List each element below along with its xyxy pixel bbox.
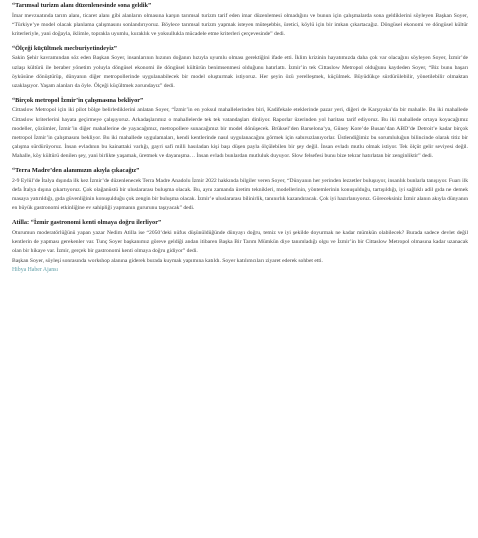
source-link[interactable]: Hibya Haber Ajansı <box>12 266 59 273</box>
section-olcegi-kucultmek <box>12 45 468 91</box>
section-paragraph: Cittaslow Metropol için iki pilot bölge belirlediklerini anlatan Soyer, “İzmir’in en yoksul mahallelerinden biri, Kadifekale eteklerinde pazar yeri, diğeri de Karşıyaka’da bir mahalle. Bu iki mahallede Cittaslow kriterlerini hayata geçirmeye çalışıyoruz. Arkadaşlarımız o mahallelerde tek tek vatandaşları dinliyor. Raporlar üzerinden yol haritası tarif ediyoruz. Bu iki mahallede ortaya koyacağımız modeller, çözümler, İzmir’in diğer mahallerine de yayacağımız, metropollere sunacağımız bir model dönüşecek. Brüksel’den Barselona’ya, Güney Kore’de Busan’dan ABD’de Detroit’e kadar birçok metropol İzmir’in çalışmasını bekliyor. Bu iki mahallede uygulamaları, kendi kentlerinde nasıl uygulanacağını görmek için sabırsızlanıyorlar. Üstlendiğimiz bu sorumluluğun bilincinde olarak titiz bir çalışma sürdürüyoruz. İnsan evladının bu kainattaki varlığı, gayri safi milli hasıladan kişi başı düşen payla ölçülebilen bir şey değil. İnsan evladı mutlu olmak istiyor. Tek ölçüt gelir seviyesi değil. Mahalle, köy kültürü denilen şey, yani birlikte yaşamak, üretmek ve dayanışma… İnsan evladı bunlardan mutluluk duyuyor. Slow felsefesi bunu bize tekrar hatırlatan bir zenginliktir” dedi. <box>12 107 468 159</box>
section-paragraph: 2-9 Eylül’de İtalya dışında ilk kez İzmir’de düzenlenecek Terra Madre Anadolu İzmir 2022 hakkında bilgiler veren Soyer, “Dünyanın her yerinden lezzetler buluşuyor, insanlık bunlarla tanışıyor. Fuarı ilk defa İtalya dışına çıkartıyoruz. Çok olağanüstü bir uluslararası buluşma olacak. Bu, aynı zamanda üretim teknikleri, modellerinin, yöntemlerinin konuşulduğu, tartışıldığı, iyi sağlıklı adil gıda ne demek masaya yatırıldığı, gıda güvenliğinin konuşulduğu çok zengin bir buluşma olacak. İzmir’e uluslararası bilinirlik, tanınırlık kazandıracak. Çok iyi hazırlanıyoruz. Göreceksiniz İzmir alanın akıyla dünyanın en büyük gastronomi etkinliğine ev sahipliği yapmanın gururunu taşıyacak” dedi. <box>12 177 468 211</box>
quote-heading: “İzmir gastronomi kenti olmaya doğru ilerliyor” <box>30 218 162 226</box>
section-heading: “Birçok metropol İzmir’in çalışmasına bekliyor” <box>12 96 144 104</box>
section-paragraph: İmar mevzuatında tarım alanı, ticaret alanı gibi alanların olmasına karşın tarımsal turizm tarif eden imar düzenlemesi olmadığını ve bunun için çalışmalarda sona geldiklerini söyleyen Başkan Soyer, “Türkiye’ye model olacak planlama çalışmasını sonlandırıyoruz. Böylece tarımsal turizm yapmak isteyen müteşebbis, üretici, köylü için bir imkan çıkartacağız. Döngüsel ekonomi ve döngüsel kültür kriterleriyle, yani doğayla, iklimle, toprakla uyumlu, kuraklık ve yoksullukla mücadele etme kriterleri çerçevesinde” dedi. <box>12 12 468 37</box>
section-tarimsal-turizm <box>12 2 468 39</box>
section-paragraph: Sakin Şehir kavramından söz eden Başkan Soyer, insanlarının hızının doğanın hızıyla uyumlu olması gerektiğini ifade etti. İklim krizinin hayatımızda daha çok var olacağını söyleyen Soyer, İzmir’de uzlaşı kültürü ile beraber yönetim yoluyla döngüsel ekonomi ile döngüsel kültürün benimsenmesi olduğunu hatırlattı. İzmir’in tek Cittaslow Metropol olduğunu kaydeden Soyer, “Biz bunu başarı öyküsüne dönüştürüp, dünyanın diğer metropollerinde uygulanabilecek bir model oluşturmak istiyoruz. Her şeyin özü yerelleşmek, küçülmek. Büyüdükçe sürdürülebilir, yönetilebilir olmaktan uzaklaşıyor. Yaşam alanları da öyle. Ölçeği küçültmek zorundayız” dedi. <box>12 55 468 89</box>
section-atilla <box>12 219 468 266</box>
section-paragraph: Oturumun moderatörlüğünü yapan yazar Nedim Atilla ise “2050’deki nüfus düşünüldüğünde dünyayı doğru, temiz ve iyi şekilde doyurmak ne kadar mümkün olabilecek? Burada sadece devlet değil kentlerin de yapması gerekenler var. Tunç Soyer başkanımız göreve geldiği andan itibaren Başka Bir Tarım Mümkün diye tanımladığı olgu ve İzmir’in bir Cittaslow Metropol olmasına kadar uzanacak olan bir hikaye var. İzmir, gerçek bir gastronomi kenti olmaya doğru gidiyor” dedi. <box>12 229 468 254</box>
section-heading: “Ölçeği küçültmek mecburiyetindeyiz” <box>12 44 117 52</box>
section-metropol-bekliyor <box>12 97 468 161</box>
section-heading <box>12 219 468 228</box>
speaker-name: Atilla: <box>12 218 30 226</box>
closing-paragraph: Başkan Soyer, söyleşi sonrasında workshop alanına giderek burada kuymak yapımına katıldı. Soyer katılımcıları ziyaret ederek sohbet etti. <box>12 257 323 264</box>
section-terra-madre <box>12 167 468 213</box>
section-heading: “Tarımsal turizm alanı düzenlenesinde sona geldik” <box>12 2 152 9</box>
section-heading: “Terra Madre’den alanımızın akıyla çıkacağız” <box>12 167 140 174</box>
